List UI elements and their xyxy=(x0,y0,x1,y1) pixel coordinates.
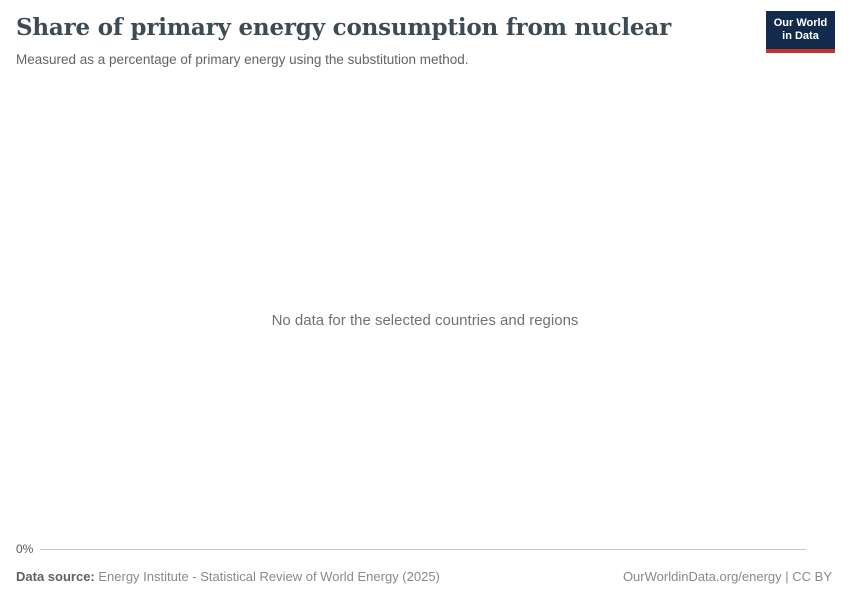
y-axis-tick-label: 0% xyxy=(16,542,34,556)
no-data-message: No data for the selected countries and regions xyxy=(271,312,579,329)
chart-subtitle: Measured as a percentage of primary energy using the substitution method. xyxy=(16,52,469,67)
chart-title: Share of primary energy consumption from nuclear xyxy=(16,14,671,41)
owid-logo-line2: in Data xyxy=(782,30,819,42)
zero-gridline xyxy=(40,549,806,550)
owid-logo[interactable] xyxy=(766,11,835,53)
data-source-value[interactable]: Energy Institute - Statistical Review of World Energy (2025) xyxy=(94,569,440,584)
data-source-note[interactable] xyxy=(16,569,440,584)
owid-logo-line1: Our World xyxy=(773,17,828,29)
license-link[interactable]: OurWorldinData.org/energy | CC BY xyxy=(622,569,832,584)
data-source-label: Data source: xyxy=(16,569,95,584)
